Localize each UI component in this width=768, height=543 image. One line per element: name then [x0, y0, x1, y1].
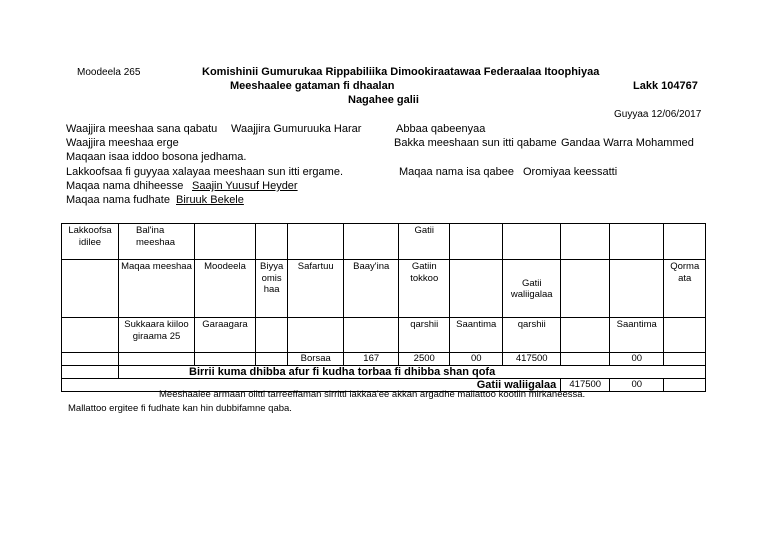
table-cell: 00	[450, 353, 503, 366]
total-birr: 417500	[561, 378, 610, 391]
header-cell: Safartuu	[288, 260, 344, 318]
header-cell	[450, 224, 503, 260]
header-cell: qarshii	[503, 318, 561, 353]
receiver-label: Maqaa nama fudhate	[66, 194, 170, 206]
header-cell	[610, 224, 664, 260]
table-cell: 417500	[503, 353, 561, 366]
header-cell: Saantima	[450, 318, 503, 353]
table-cell: Borsaa	[288, 353, 344, 366]
total-cents: 00	[610, 378, 664, 391]
header-cell: Garaagara	[195, 318, 256, 353]
table-cell	[62, 353, 119, 366]
header-cell	[664, 318, 706, 353]
confirmation-note: Meeshaalee armaan olitti tarreeffaman sirritti lakkaa'ee akkan argadhe mallattoo kootiin mirkaneessa.	[159, 389, 586, 400]
document-subtitle: Meeshaalee gataman fi dhaalan	[230, 80, 395, 92]
letter-number-line: Lakkoofsaa fi guyyaa xalayaa meeshaan sun itti ergame.	[66, 166, 343, 178]
header-cell	[344, 318, 399, 353]
receipt-date: Guyyaa 12/06/2017	[614, 109, 702, 120]
seizure-place-label: Bakka meeshaan sun itti qabame	[394, 137, 557, 149]
item-line: Maqaan isaa iddoo bosona jedhama.	[66, 151, 247, 163]
captor-value: Oromiyaa keessatti	[523, 166, 618, 178]
header-cell: Gatii	[399, 224, 450, 260]
header-cell: Saantima	[610, 318, 664, 353]
header-cell	[256, 318, 288, 353]
seizure-place-value: Gandaa Warra Mohammed	[561, 137, 694, 149]
header-cell	[62, 318, 119, 353]
header-cell: Moodeela	[195, 260, 256, 318]
header-cell	[450, 260, 503, 318]
receipt-number: Lakk 104767	[633, 80, 698, 92]
goods-table	[61, 223, 706, 392]
header-cell	[288, 318, 344, 353]
table-cell: 167	[344, 353, 399, 366]
table-cell	[664, 353, 706, 366]
table-header-row-3	[62, 318, 706, 353]
header-cell	[256, 224, 288, 260]
header-cell	[561, 224, 610, 260]
table-cell	[119, 353, 195, 366]
header-cell	[610, 260, 664, 318]
amount-in-words-row	[62, 365, 706, 378]
table-header-row-2	[62, 260, 706, 318]
header-cell: Sukkaara kiiloo giraama 25	[119, 318, 195, 353]
signature-note: Mallattoo ergitee fi fudhate kan hin dubbifamne qaba.	[68, 403, 292, 414]
table-cell: 2500	[399, 353, 450, 366]
header-cell: Bal'ina meeshaa	[119, 224, 195, 260]
table-cell	[561, 353, 610, 366]
table-cell	[195, 353, 256, 366]
header-cell: Baay'ina	[344, 260, 399, 318]
header-cell	[288, 224, 344, 260]
table-cell	[256, 353, 288, 366]
header-cell	[503, 224, 561, 260]
table-cell	[664, 378, 706, 391]
header-cell	[664, 224, 706, 260]
header-cell	[195, 224, 256, 260]
holder-label: Abbaa qabeenyaa	[396, 123, 486, 135]
header-cell: Maqaa meeshaa	[119, 260, 195, 318]
document-title: Komishinii Gumurukaa Rippabiliika Dimookiraatawaa Federaalaa Itoophiyaa	[202, 66, 600, 78]
table-header-row-1	[62, 224, 706, 260]
header-cell: qarshii	[399, 318, 450, 353]
table-row	[62, 353, 706, 366]
amount-in-words: Birrii kuma dhibba afur fi kudha torbaa fi dhibba shan qofa	[119, 365, 706, 378]
header-cell: Gatii waliigalaa	[503, 260, 561, 318]
sender-office-label: Waajjira meeshaa erge	[66, 137, 179, 149]
model-number: Moodeela 265	[77, 67, 141, 78]
presenter-label: Maqaa nama dhiheesse	[66, 180, 184, 192]
receipt-type: Nagahee galii	[348, 94, 419, 106]
table-cell: 00	[610, 353, 664, 366]
header-cell: Lakkoofsa idilee	[62, 224, 119, 260]
header-cell	[561, 318, 610, 353]
total-label: Gatii waliigalaa	[62, 378, 561, 391]
header-cell: Biyya omis haa	[256, 260, 288, 318]
header-cell	[561, 260, 610, 318]
owner-office-label: Waajjira meeshaa sana qabatu	[66, 123, 218, 135]
table-cell	[62, 365, 119, 378]
presenter-value: Saajin Yuusuf Heyder	[192, 180, 298, 192]
receiver-value: Biruuk Bekele	[176, 194, 244, 206]
owner-office-value: Waajjira Gumuruuka Harar	[231, 123, 362, 135]
header-cell	[344, 224, 399, 260]
captor-label: Maqaa nama isa qabee	[399, 166, 514, 178]
header-cell: Gatiin tokkoo	[399, 260, 450, 318]
header-cell	[62, 260, 119, 318]
header-cell: Qorma ata	[664, 260, 706, 318]
